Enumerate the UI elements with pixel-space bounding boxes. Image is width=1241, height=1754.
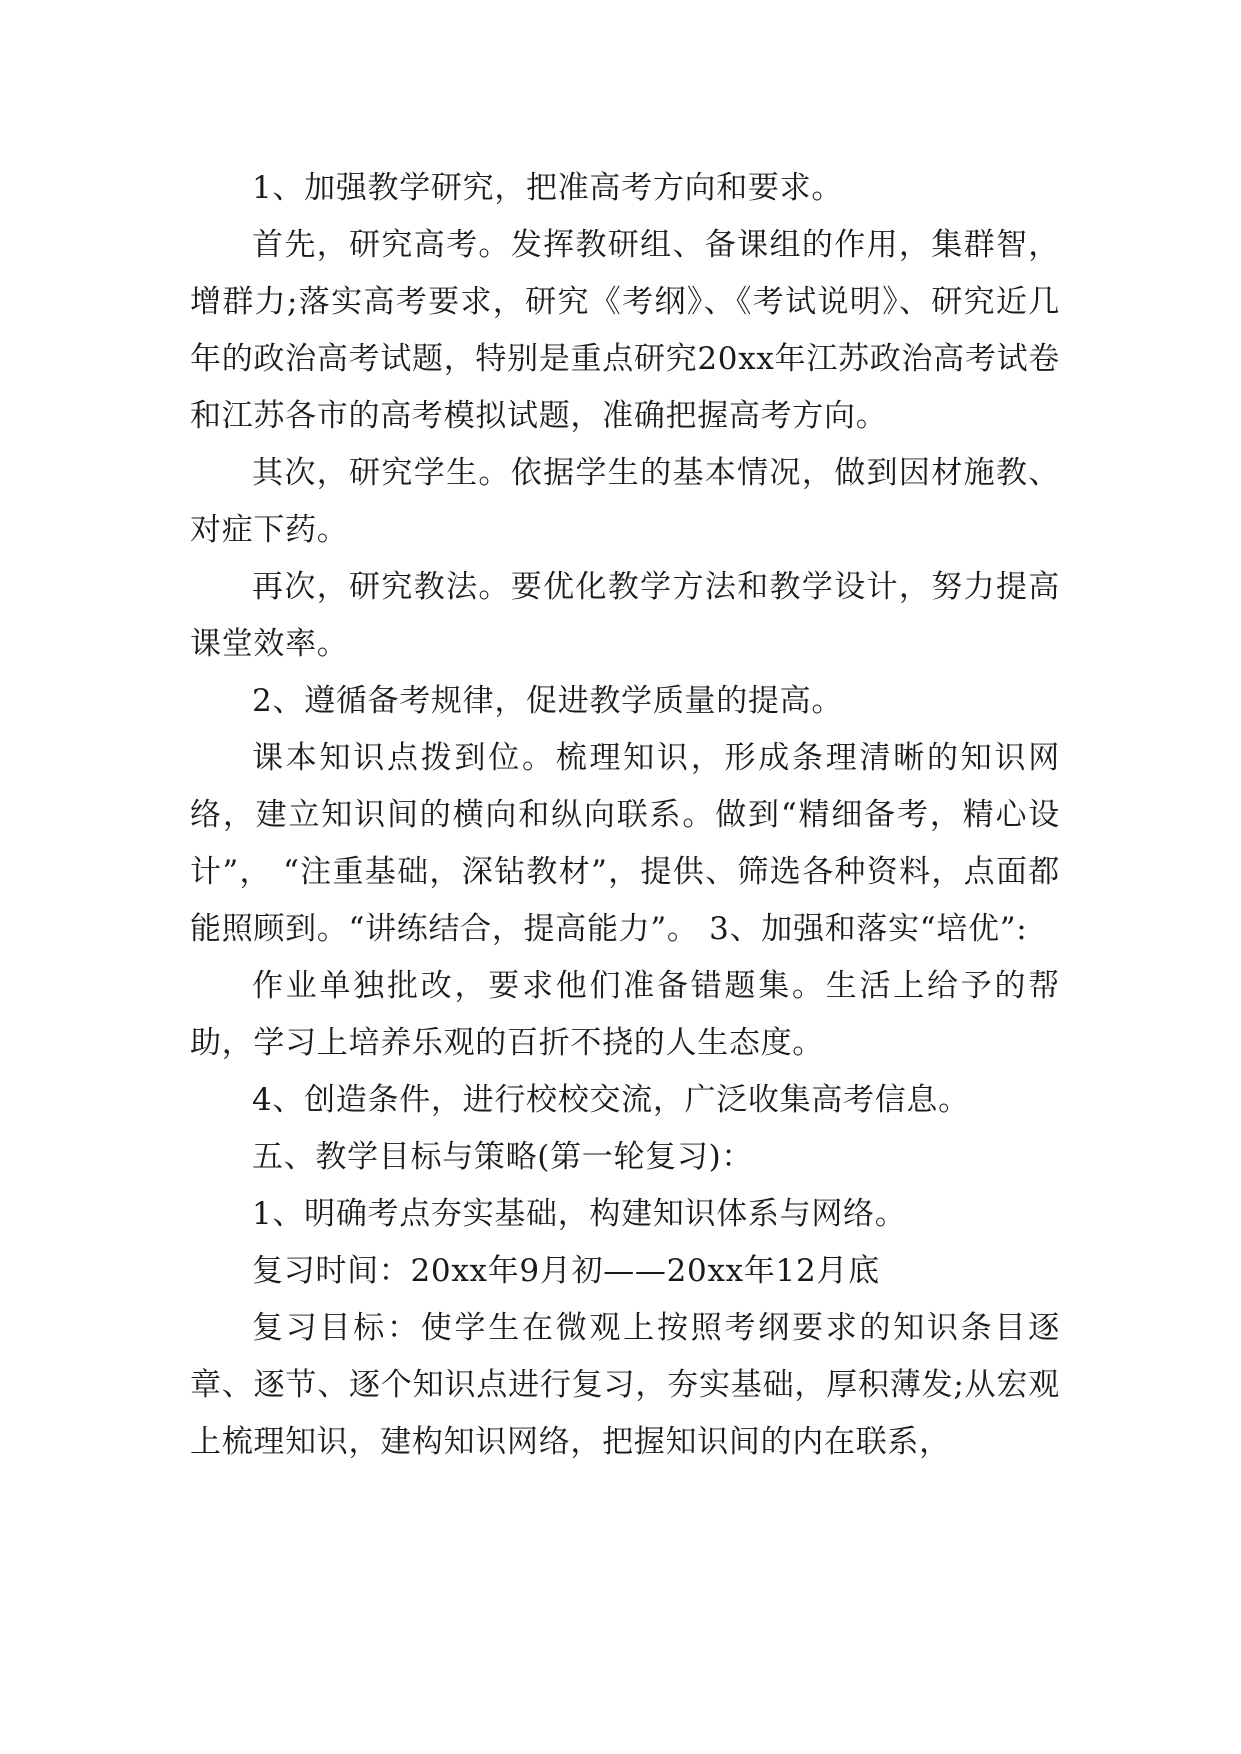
document-page bbox=[190, 160, 1060, 1471]
paragraph: 作业单独批改，要求他们准备错题集。生活上给予的帮助，学习上培养乐观的百折不挠的人生态度。 bbox=[190, 968, 1060, 1061]
paragraph: 复习时间：20xx年9月初——20xx年12月底 bbox=[252, 1253, 880, 1289]
paragraph: 其次，研究学生。依据学生的基本情况，做到因材施教、对症下药。 bbox=[190, 455, 1060, 548]
paragraph: 课本知识点拨到位。梳理知识，形成条理清晰的知识网络，建立知识间的横向和纵向联系。做到“精细备考，精心设计”， “注重基础，深钻教材”，提供、筛选各种资料，点面都能照顾到。“讲练结合，提高能力”。 3、加强和落实“培优”: bbox=[190, 740, 1060, 947]
paragraph: 1、加强教学研究，把准高考方向和要求。 bbox=[252, 170, 844, 206]
section-heading: 五、教学目标与策略(第一轮复习)： bbox=[252, 1139, 754, 1175]
paragraph: 4、创造条件，进行校校交流，广泛收集高考信息。 bbox=[252, 1082, 970, 1118]
paragraph: 2、遵循备考规律，促进教学质量的提高。 bbox=[252, 683, 844, 719]
paragraph: 首先，研究高考。发挥教研组、备课组的作用，集群智，增群力;落实高考要求，研究《考纲》、《考试说明》、研究近几年的政治高考试题，特别是重点研究20xx年江苏政治高考试卷和江苏各市的高考模拟试题，准确把握高考方向。 bbox=[190, 227, 1060, 434]
paragraph: 再次，研究教法。要优化教学方法和教学设计，努力提高课堂效率。 bbox=[190, 569, 1060, 662]
paragraph: 复习目标：使学生在微观上按照考纲要求的知识条目逐章、逐节、逐个知识点进行复习，夯实基础，厚积薄发;从宏观上梳理知识，建构知识网络，把握知识间的内在联系， bbox=[190, 1310, 1060, 1460]
paragraph: 1、明确考点夯实基础，构建知识体系与网络。 bbox=[252, 1196, 907, 1232]
